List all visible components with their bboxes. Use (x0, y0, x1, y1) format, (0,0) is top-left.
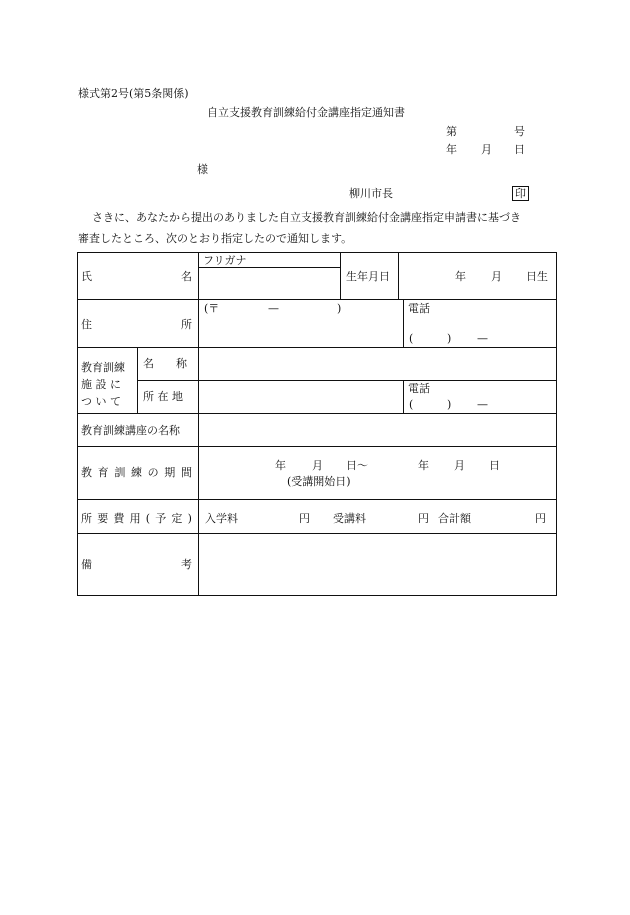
form-number: 様式第2号(第5条関係) (78, 87, 189, 100)
course-name-label: 教育訓練講座の名称 (81, 424, 180, 437)
tuition-fee-currency: 円 (418, 512, 429, 525)
period-start-day: 日〜 (346, 459, 368, 472)
facility-location-label: 所 在 地 (143, 390, 183, 403)
address-phone-close: ) (447, 332, 452, 345)
addressee-suffix: 様 (197, 163, 208, 176)
body-line-2: 審査したところ、次のとおり指定したので通知します。 (78, 232, 353, 245)
period-start-month: 月 (312, 459, 323, 472)
facility-group-label: 教育訓練 施 設 に つ い て (81, 361, 125, 408)
period-label: 教 育 訓 練 の 期 間 (81, 466, 192, 479)
total-fee-currency: 円 (535, 512, 546, 525)
address-phone-open: ( (409, 332, 414, 345)
facility-name-label: 名 称 (143, 357, 187, 370)
date-day: 日 (514, 143, 525, 156)
birth-day: 日生 (526, 270, 548, 283)
cost-label: 所 要 費 用 ( 予 定 ) (81, 512, 192, 525)
birth-month: 月 (491, 270, 502, 283)
admission-fee-label: 入学料 (205, 512, 238, 525)
postal-close: ) (337, 302, 342, 315)
number-prefix: 第 (446, 125, 457, 138)
facility-phone-open: ( (409, 398, 414, 411)
facility-phone-dash: — (477, 398, 488, 411)
issuer: 柳川市長 (349, 187, 393, 200)
body-line-1: さきに、あなたから提出のありました自立支援教育訓練給付金講座指定申請書に基づき (92, 211, 521, 224)
address-phone-label: 電話 (408, 302, 430, 315)
number-suffix: 号 (514, 125, 525, 138)
birth-date-label: 生年月日 (346, 270, 390, 283)
period-start-note: (受講開始日) (287, 475, 351, 488)
admission-fee-currency: 円 (299, 512, 310, 525)
period-end-month: 月 (454, 459, 465, 472)
period-end-year: 年 (418, 459, 429, 472)
name-label: 氏 名 (81, 270, 192, 283)
remarks-label: 備 考 (81, 558, 192, 571)
furigana-label: フリガナ (203, 254, 247, 267)
address-phone-dash: — (477, 332, 488, 345)
postal-dash: — (268, 302, 279, 315)
facility-phone-label: 電話 (408, 382, 430, 395)
facility-phone-close: ) (447, 398, 452, 411)
period-start-year: 年 (275, 459, 286, 472)
date-year: 年 (446, 143, 457, 156)
seal-mark: 印 (512, 186, 529, 201)
birth-year: 年 (455, 270, 466, 283)
period-end-day: 日 (489, 459, 500, 472)
total-fee-label: 合計額 (438, 512, 471, 525)
address-label: 住 所 (81, 318, 192, 331)
date-month: 月 (481, 143, 492, 156)
document-title: 自立支援教育訓練給付金講座指定通知書 (207, 106, 405, 119)
tuition-fee-label: 受講料 (333, 512, 366, 525)
postal-open: (〒 (204, 302, 220, 315)
